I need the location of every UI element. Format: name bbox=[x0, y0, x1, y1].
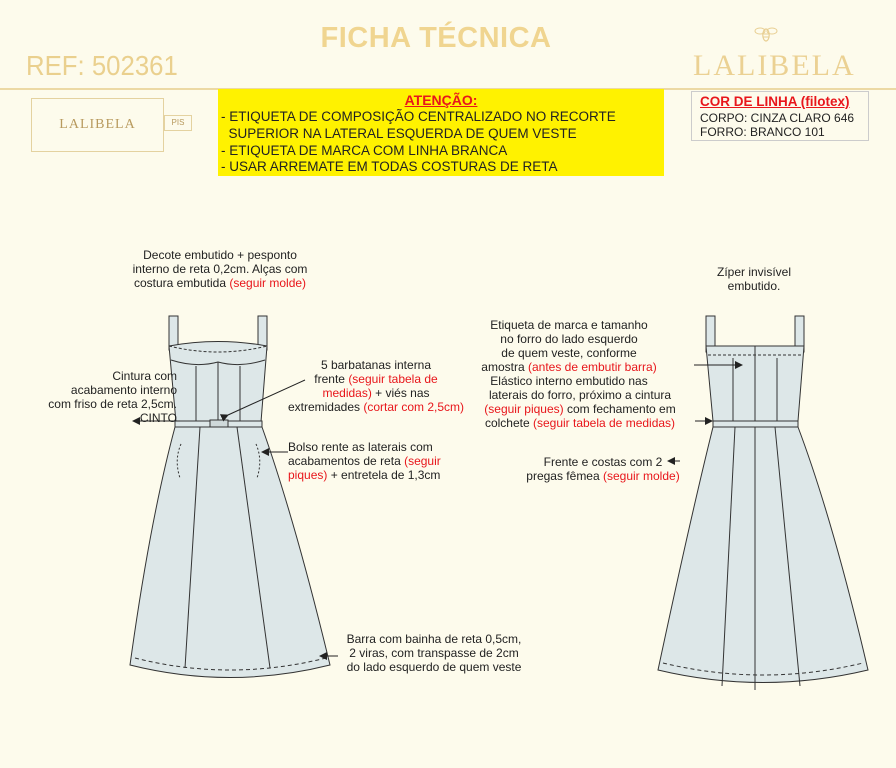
attention-line-3: - ETIQUETA DE MARCA COM LINHA BRANCA bbox=[221, 143, 508, 158]
brand-label-text: LALIBELA bbox=[59, 117, 136, 132]
note-waist: Cintura com acabamento interno com friso de reta 2,5cm. CINTO bbox=[48, 369, 177, 425]
note-boning: 5 barbatanas interna frente (seguir tabela de medidas) + viés nas extremidades (cortar com 2,5cm) bbox=[287, 358, 465, 414]
back-skirt bbox=[658, 427, 868, 683]
reference-code: REF: 502361 bbox=[26, 50, 178, 81]
thread-lining-color: FORRO: BRANCO 101 bbox=[700, 125, 825, 139]
attention-line-1: - ETIQUETA DE COMPOSIÇÃO CENTRALIZADO NO RECORTE bbox=[221, 109, 616, 124]
attention-title: ATENÇÃO: bbox=[404, 92, 478, 108]
note-zipper: Zíper invisível embutido. bbox=[716, 265, 792, 293]
attention-line-2: SUPERIOR NA LATERAL ESQUERDA DE QUEM VESTE bbox=[221, 126, 577, 141]
back-waistband bbox=[713, 421, 798, 427]
note-neckline: Decote embutido + pesponto interno de reta 0,2cm. Alças com costura embutida (seguir molde) bbox=[132, 248, 308, 290]
page-title: FICHA TÉCNICA bbox=[320, 22, 552, 54]
note-pleats: Frente e costas com 2 pregas fêmea (seguir molde) bbox=[526, 455, 680, 483]
attention-line-4: - USAR ARREMATE EM TODAS COSTURAS DE RETA bbox=[221, 159, 558, 174]
note-back-label: Etiqueta de marca e tamanho no forro do lado esquerdo de quem veste, conforme amostra (antes de embutir barra) Elástico interno embutido nas laterais do forro, próximo a cintura (seguir piques) com fechamento em colchete (seguir tabela de medidas) bbox=[481, 318, 676, 430]
label-tag: PIS bbox=[164, 115, 192, 131]
thread-body-color: CORPO: CINZA CLARO 646 bbox=[700, 111, 855, 125]
note-pocket: Bolso rente as laterais com acabamentos de reta (seguir piques) + entretela de 1,3cm bbox=[288, 440, 441, 482]
brand-logo: LALIBELA bbox=[693, 49, 856, 82]
thread-color-title: COR DE LINHA (filotex) bbox=[700, 94, 850, 109]
note-hem: Barra com bainha de reta 0,5cm, 2 viras, com transpasse de 2cm do lado esquerdo de quem veste bbox=[346, 632, 522, 674]
